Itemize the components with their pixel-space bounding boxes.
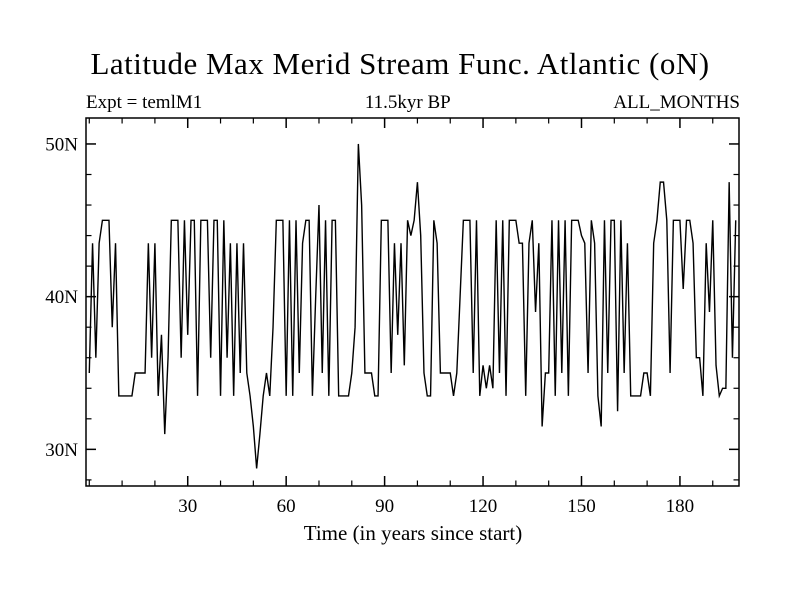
months-label: ALL_MONTHS bbox=[613, 92, 740, 113]
x-tick-label: 90 bbox=[375, 496, 395, 517]
x-tick-label: 150 bbox=[567, 496, 596, 517]
x-axis-label: Time (in years since start) bbox=[303, 521, 523, 545]
y-tick-label: 40N bbox=[45, 287, 78, 309]
x-tick-label: 120 bbox=[468, 496, 498, 517]
epoch-label: 11.5kyr BP bbox=[364, 92, 451, 113]
y-tick-label: 30N bbox=[45, 439, 78, 461]
experiment-label: Expt = temlM1 bbox=[86, 92, 203, 113]
chart-title: Latitude Max Merid Stream Func. Atlantic (oN) bbox=[90, 46, 710, 81]
x-tick-label: 60 bbox=[276, 496, 296, 517]
data-line bbox=[89, 144, 735, 468]
x-tick-label: 180 bbox=[665, 496, 695, 517]
x-tick-label: 30 bbox=[178, 496, 198, 517]
plot-border bbox=[86, 118, 739, 486]
y-tick-label: 50N bbox=[45, 134, 78, 156]
